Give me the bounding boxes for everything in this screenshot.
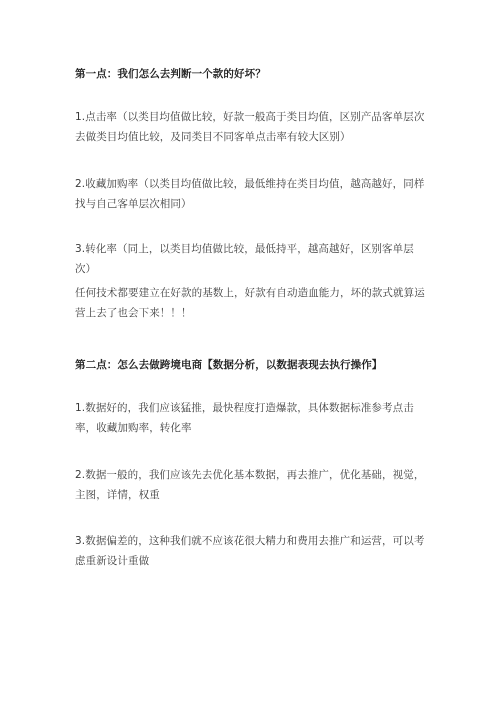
section-1-point-2: 2.收藏加购率（以类目均值做比较，最低维持在类目均值，越高越好，同样找与自己客单层次相同） [75,178,425,210]
section-2-point-3: 3.数据偏差的，这种我们就不应该花很大精力和费用去推广和运营，可以考虑重新设计重做 [75,535,425,567]
section-2-heading: 第二点：怎么去做跨境电商【数据分析，以数据表现去执行操作】 [75,359,383,371]
section-2-point-1: 1.数据好的，我们应该猛推，最快程度打造爆款，具体数据标准参考点击率，收藏加购率，转化率 [75,402,414,434]
section-1-point-3: 3.转化率（同上，以类目均值做比较，最低持平，越高越好，区别客单层次） [75,243,414,275]
section-1-heading: 第一点：我们怎么去判断一个款的好坏？ [75,68,266,80]
section-2-point-2: 2.数据一般的，我们应该先去优化基本数据，再去推广，优化基础，视觉，主图，详情，权重 [75,469,425,501]
section-1-conclusion: 任何技术都要建立在好款的基数上，好款有自动造血能力，坏的款式就算运营上去了也会下来！！！ [75,287,425,319]
section-1-point-1: 1.点击率（以类目均值做比较，好款一般高于类目均值，区别产品客单层次去做类目均值比较，及同类目不同客单点击率有较大区别） [75,111,425,143]
